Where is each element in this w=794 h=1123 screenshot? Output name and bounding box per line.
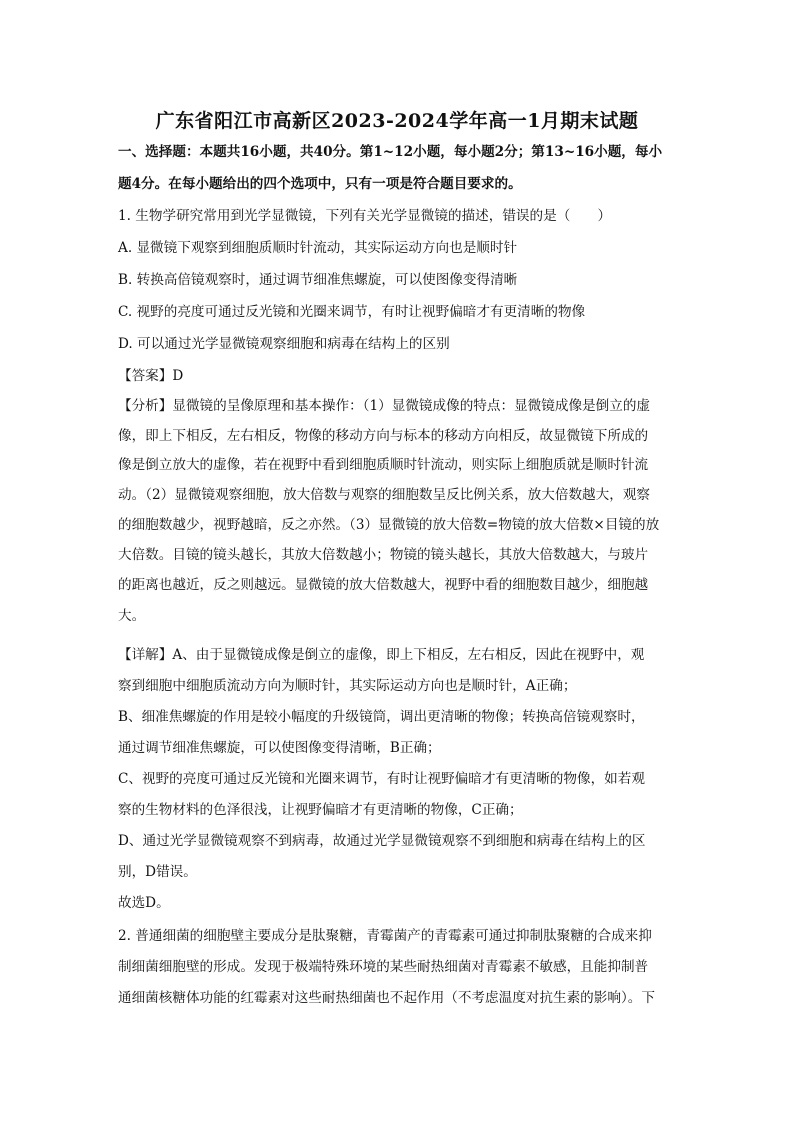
analysis-line: 像，即上下相反，左右相反，物像的移动方向与标本的移动方向相反，故显微镜下所成的 <box>118 428 649 444</box>
explanation-line: C、视野的亮度可通过反光镜和光圈来调节，有时让视野偏暗才有更清晰的物像，如若观 <box>118 771 645 787</box>
answer-line: 【答案】D <box>118 368 184 384</box>
question-1-stem: 1. 生物学研究常用到光学显微镜，下列有关光学显微镜的描述，错误的是（ ） <box>118 208 612 224</box>
analysis-line: 【分析】显微镜的呈像原理和基本操作：（1）显微镜成像的特点：显微镜成像是倒立的虚 <box>118 398 651 414</box>
analysis-line: 像是倒立放大的虚像，若在视野中看到细胞质顺时针流动，则实际上细胞质就是顺时针流 <box>118 457 649 473</box>
analysis-line: 的细胞数越少，视野越暗，反之亦然。（3）显微镜的放大倍数=物镜的放大倍数×目镜的放 <box>118 517 660 533</box>
analysis-line: 的距离也越近，反之则越远。显微镜的放大倍数越大，视野中看的细胞数目越少，细胞越 <box>118 577 649 593</box>
explanation-line: D、通过光学显微镜观察不到病毒，故通过光学显微镜观察不到细胞和病毒在结构上的区 <box>118 833 646 849</box>
explanation-line: 察的生物材料的色泽很浅，让视野偏暗才有更清晰的物像，C正确； <box>118 802 523 818</box>
question-2-stem: 2. 普通细菌的细胞壁主要成分是肽聚糖，青霉菌产的青霉素可通过抑制肽聚糖的合成来抑 <box>118 928 652 944</box>
analysis-line: 大倍数。目镜的镜头越长，其放大倍数越小；物镜的镜头越长，其放大倍数越大，与玻片 <box>118 547 649 563</box>
conclusion-line: 故选D。 <box>118 895 170 911</box>
option-b: B. 转换高倍镜观察时，通过调节细准焦螺旋，可以使图像变得清晰 <box>118 272 518 288</box>
section-heading-line-1: 一、选择题：本题共16小题，共40分。第1~12小题，每小题2分；第13~16小题，每小 <box>118 144 663 160</box>
option-d: D. 可以通过光学显微镜观察细胞和病毒在结构上的区别 <box>118 336 450 352</box>
option-a: A. 显微镜下观察到细胞质顺时针流动，其实际运动方向也是顺时针 <box>118 240 518 256</box>
explanation-line: 别，D错误。 <box>118 864 197 880</box>
explanation-line: B、细准焦螺旋的作用是较小幅度的升级镜筒，调出更清晰的物像；转换高倍镜观察时， <box>118 709 645 725</box>
question-2-stem: 通细菌核糖体功能的红霉素对这些耐热细菌也不起作用（不考虑温度对抗生素的影响）。下 <box>118 990 655 1006</box>
question-2-stem: 制细菌细胞壁的形成。发现于极端特殊环境的某些耐热细菌对青霉素不敏感，且能抑制普 <box>118 959 649 975</box>
analysis-line: 动。（2）显微镜观察细胞，放大倍数与观察的细胞数呈反比例关系，放大倍数越大，观察 <box>118 487 651 503</box>
section-heading-line-2: 题4分。在每小题给出的四个选项中，只有一项是符合题目要求的。 <box>118 176 522 192</box>
explanation-line: 【详解】A、由于显微镜成像是倒立的虚像，即上下相反，左右相反，因此在视野中，观 <box>118 647 645 663</box>
explanation-line: 察到细胞中细胞质流动方向为顺时针，其实际运动方向也是顺时针，A正确； <box>118 678 577 694</box>
analysis-line: 大。 <box>118 608 146 624</box>
option-c: C. 视野的亮度可通过反光镜和光圈来调节，有时让视野偏暗才有更清晰的物像 <box>118 304 586 320</box>
explanation-line: 通过调节细准焦螺旋，可以使图像变得清晰，B正确； <box>118 740 441 756</box>
page-title: 广东省阳江市高新区2023-2024学年高一1月期末试题 <box>155 110 639 132</box>
